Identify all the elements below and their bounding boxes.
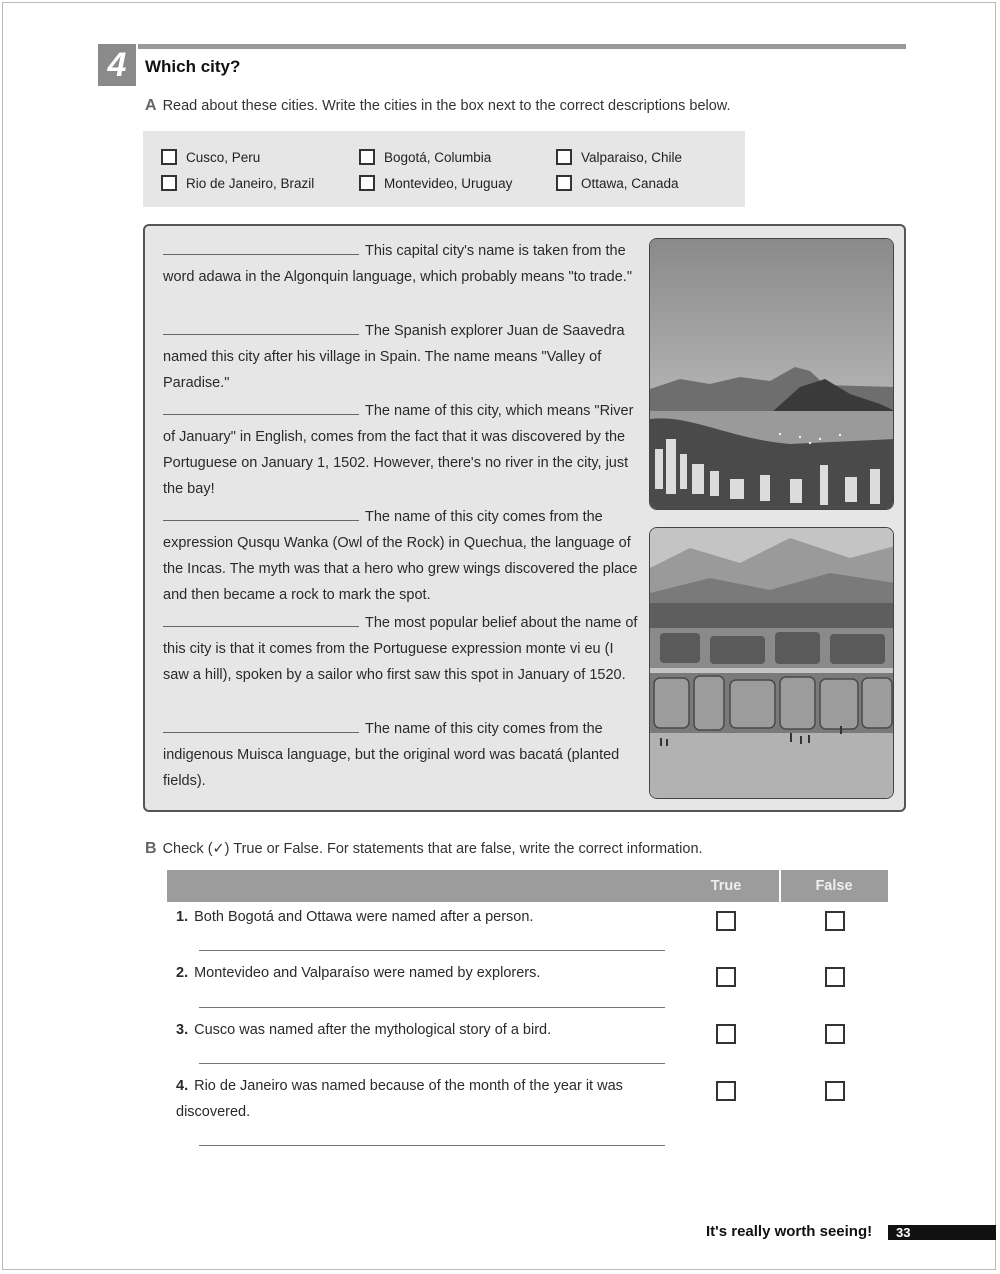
answer-blank[interactable] [163, 320, 359, 335]
reading-paragraph: The most popular belief about the name of this city is that it comes from the Portuguese expression monte vi eu (I saw a hill), spoken by a sailor who first saw this spot in January of 1520. [163, 610, 643, 688]
statement: 2. Montevideo and Valparaíso were named by explorers. [176, 965, 541, 981]
reading-paragraph: The name of this city, which means "River of January" in English, comes from the fact that it was discovered by the Portuguese on January 1, 1502. However, there's no river in the city, just the bay! [163, 398, 643, 502]
reading-paragraph: This capital city's name is taken from the word adawa in the Algonquin language, which probably means "to trade." [163, 238, 643, 290]
checkbox-icon[interactable] [161, 175, 177, 191]
part-b-text: Check (✓) True or False. For statements that are false, write the correct information. [162, 841, 703, 857]
section-number: 4 [98, 44, 136, 86]
section-title: Which city? [145, 57, 241, 76]
word-item-cusco[interactable]: Cusco, Peru [161, 149, 260, 165]
part-b-instruction [145, 840, 703, 858]
checkbox-icon[interactable] [359, 149, 375, 165]
page-number: 33 [888, 1225, 996, 1240]
word-box [143, 131, 745, 207]
true-checkbox[interactable] [716, 1081, 736, 1101]
photo-inca-walls [649, 527, 894, 799]
statement: 1. Both Bogotá and Ottawa were named after a person. [176, 909, 534, 925]
column-divider [779, 870, 781, 902]
true-checkbox[interactable] [716, 967, 736, 987]
answer-line[interactable] [199, 950, 665, 951]
reading-paragraph: The name of this city comes from the indigenous Muisca language, but the original word was bacatá (planted fields). [163, 716, 643, 794]
answer-line[interactable] [199, 1145, 665, 1146]
answer-blank[interactable] [163, 240, 359, 255]
answer-blank[interactable] [163, 400, 359, 415]
word-item-valparaiso[interactable]: Valparaiso, Chile [556, 149, 682, 165]
false-checkbox[interactable] [825, 1024, 845, 1044]
word-item-ottawa[interactable]: Ottawa, Canada [556, 175, 679, 191]
statement: 4. Rio de Janeiro was named because of the month of the year it was discovered. [176, 1078, 623, 1120]
word-item-montevideo[interactable]: Montevideo, Uruguay [359, 175, 512, 191]
section-rule [138, 44, 906, 49]
answer-line[interactable] [199, 1063, 665, 1064]
false-checkbox[interactable] [825, 967, 845, 987]
checkbox-icon[interactable] [556, 149, 572, 165]
word-item-bogota[interactable]: Bogotá, Columbia [359, 149, 491, 165]
part-a-text: Read about these cities. Write the cities in the box next to the correct descriptions below. [162, 98, 731, 114]
false-checkbox[interactable] [825, 1081, 845, 1101]
true-checkbox[interactable] [716, 911, 736, 931]
reading-paragraph: The name of this city comes from the expression Qusqu Wanka (Owl of the Rock) in Quechua, the language of the Incas. The myth was that a hero who grew wings discovered the place and then became a rock to mark the spot. [163, 504, 643, 608]
answer-blank[interactable] [163, 506, 359, 521]
checkbox-icon[interactable] [359, 175, 375, 191]
part-a-instruction [145, 97, 731, 115]
answer-blank[interactable] [163, 612, 359, 627]
word-item-rio[interactable]: Rio de Janeiro, Brazil [161, 175, 314, 191]
column-false: False [815, 878, 853, 894]
false-checkbox[interactable] [825, 911, 845, 931]
reading-paragraph: The Spanish explorer Juan de Saavedra named this city after his village in Spain. The name means "Valley of Paradise." [163, 318, 643, 396]
column-true: True [710, 878, 742, 894]
statement: 3. Cusco was named after the mythological story of a bird. [176, 1022, 552, 1038]
photo-rio-bay [649, 238, 894, 510]
true-false-header [167, 870, 888, 902]
checkbox-icon[interactable] [161, 149, 177, 165]
checkbox-icon[interactable] [556, 175, 572, 191]
answer-blank[interactable] [163, 718, 359, 733]
answer-line[interactable] [199, 1007, 665, 1008]
part-b-letter: B [145, 840, 157, 857]
footer-title: It's really worth seeing! [706, 1223, 873, 1240]
true-checkbox[interactable] [716, 1024, 736, 1044]
part-a-letter: A [145, 97, 157, 114]
